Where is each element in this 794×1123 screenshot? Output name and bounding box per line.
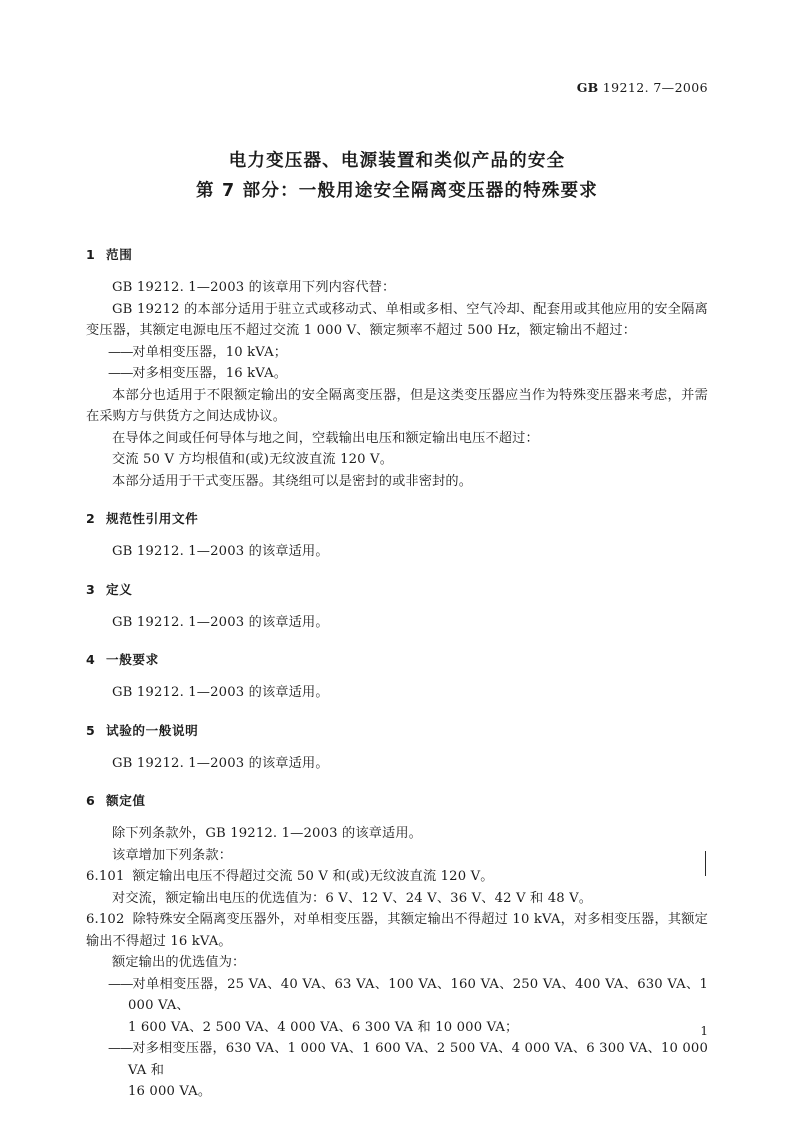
- clause-6-para-1: 除下列条款外，GB 19212. 1—2003 的该章适用。: [112, 826, 423, 841]
- title-line-2: 第 7 部分：一般用途安全隔离变压器的特殊要求: [196, 181, 598, 201]
- clause-5-para-1: GB 19212. 1—2003 的该章适用。: [112, 755, 329, 771]
- clause-1-dash-item-2: [86, 363, 708, 385]
- clause-heading-3: [86, 580, 708, 600]
- em-dash-icon: ——: [108, 344, 133, 360]
- clause-1-para-2: GB 19212 的本部分适用于驻立式或移动式、单相或多相、空气冷却、配套用或其他应用的安全隔离变压器，其额定电源电压不超过交流 1 000 V、额定频率不超过 500 Hz，额定输出不超过：: [86, 301, 708, 338]
- standard-number: 19212. 7—2006: [598, 80, 708, 95]
- clause-2-para-1: GB 19212. 1—2003 的该章适用。: [112, 544, 329, 559]
- subclause-6101-para-2: 对交流，额定输出电压的优选值为：6 V、12 V、24 V、36 V、42 V 和 48 V。: [112, 890, 593, 906]
- clause-number-5: 5: [86, 722, 96, 738]
- page-footer: [86, 1024, 708, 1038]
- clause-title-1: 范围: [106, 247, 133, 262]
- subclause-6102-text: 除特殊安全隔离变压器外，对单相变压器，其额定输出不得超过 10 kVA，对多相变压器，其额定输出不得超过 16 kVA。: [86, 912, 708, 949]
- clause-6-dash-text-1: 对单相变压器，25 VA、40 VA、63 VA、100 VA、160 VA、250 VA、400 VA、630 VA、1 000 VA、: [128, 976, 708, 1013]
- standard-prefix: GB: [576, 80, 599, 95]
- running-header: [86, 80, 708, 95]
- clause-1-para-5: 交流 50 V 方均根值和(或)无纹波直流 120 V。: [112, 452, 394, 467]
- subclause-number-6101: 6.101: [86, 869, 125, 884]
- subclause-6102-para-2: 额定输出的优选值为：: [112, 955, 246, 970]
- clause-heading-2: [86, 509, 708, 529]
- clause-number-6: 6: [86, 793, 96, 808]
- clause-6-dash-text-2: 对多相变压器，630 VA、1 000 VA、1 600 VA、2 500 VA、4 000 VA、6 300 VA、10 000 VA 和: [128, 1041, 708, 1078]
- title-line-1: 电力变压器、电源装置和类似产品的安全: [228, 151, 566, 171]
- clause-number-3: 3: [86, 581, 96, 597]
- clause-4-para-1: GB 19212. 1—2003 的该章适用。: [112, 685, 329, 700]
- clause-title-3: 定义: [106, 581, 133, 597]
- page-number: 1: [700, 1024, 708, 1038]
- clause-heading-1: [86, 245, 708, 265]
- clause-heading-5: [86, 721, 708, 741]
- clause-title-2: 规范性引用文件: [106, 511, 199, 526]
- clause-title-5: 试验的一般说明: [106, 722, 199, 738]
- clause-heading-6: [86, 791, 708, 811]
- clause-6-dash-item-2: [86, 1038, 708, 1081]
- clause-1-para-6: 本部分适用于干式变压器。其绕组可以是密封的或非密封的。: [112, 473, 473, 489]
- clause-number-2: 2: [86, 511, 96, 526]
- clause-heading-4: [86, 650, 708, 670]
- subclause-number-6102: 6.102: [86, 912, 125, 927]
- clause-title-4: 一般要求: [106, 652, 159, 667]
- em-dash-icon: ——: [108, 366, 133, 381]
- subclause-6101-text: 额定输出电压不得超过交流 50 V 和(或)无纹波直流 120 V。: [132, 869, 494, 884]
- clause-number-4: 4: [86, 652, 96, 667]
- document-body: [86, 245, 708, 1103]
- clause-1-para-3: 本部分也适用于不限额定输出的安全隔离变压器，但是这类变压器应当作为特殊变压器来考虑，并需在采购方与供货方之间达成协议。: [86, 387, 708, 424]
- subclause-6102: [86, 909, 708, 952]
- clause-1-para-1: GB 19212. 1—2003 的该章用下列内容代替：: [112, 280, 396, 295]
- em-dash-icon: ——: [108, 976, 133, 992]
- clause-6-dash-cont-2: 16 000 VA。: [128, 1084, 212, 1099]
- clause-6-dash-cont-1: 1 600 VA、2 500 VA、4 000 VA、6 300 VA 和 10 000 VA；: [128, 1019, 519, 1035]
- clause-3-para-1: GB 19212. 1—2003 的该章适用。: [112, 614, 329, 630]
- clause-1-para-4: 在导体之间或任何导体与地之间，空载输出电压和额定输出电压不超过：: [112, 430, 539, 446]
- revision-change-bar: [705, 851, 706, 876]
- clause-6-dash-item-1: [86, 974, 708, 1017]
- em-dash-icon: ——: [108, 1041, 133, 1056]
- clause-1-dash-text-2: 对多相变压器，16 kVA。: [132, 366, 288, 381]
- clause-title-6: 额定值: [106, 793, 146, 808]
- clause-6-para-2: 该章增加下列条款：: [112, 847, 233, 863]
- clause-1-dash-text-1: 对单相变压器，10 kVA；: [132, 344, 288, 360]
- clause-1-dash-item-1: [86, 342, 708, 364]
- clause-number-1: 1: [86, 247, 96, 262]
- document-title: [86, 146, 708, 206]
- subclause-6101: [86, 866, 708, 888]
